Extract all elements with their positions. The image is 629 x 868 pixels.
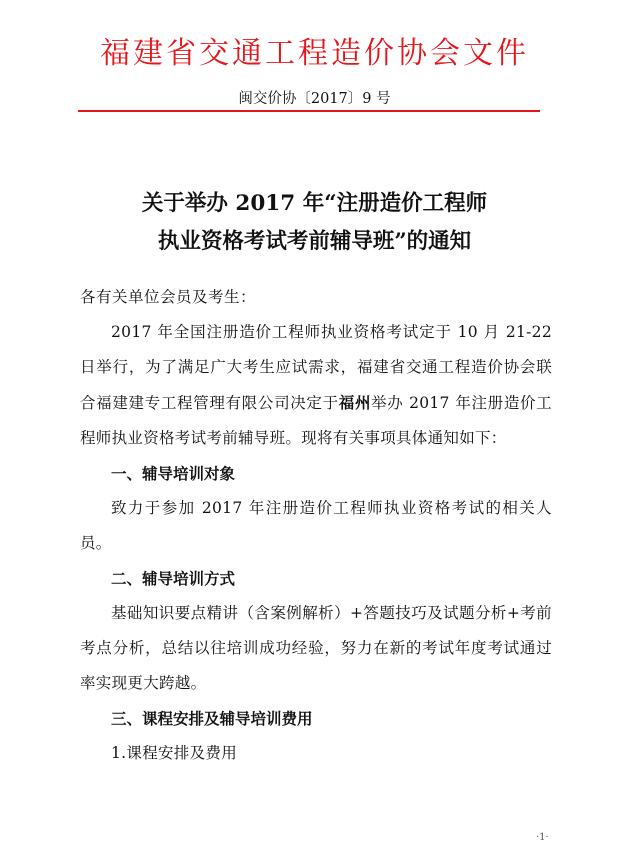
section-3-subitem-1: 1.课程安排及费用 — [111, 744, 237, 762]
document-body — [80, 280, 552, 771]
intro-text-part-2: 举办 2017 年注册造价工程师执业资格考试考前辅导班。现将有关事项具体通知如下： — [80, 394, 552, 447]
section-3-heading: 三、课程安排及辅导培训费用 — [111, 709, 313, 728]
section-2-text: 基础知识要点精讲（含案例解析）+答题技巧及试题分析+考前考点分析，总结以往培训成功经验，努力在新的考试年度考试通过率实现更大跨越。 — [80, 604, 552, 692]
notice-title — [0, 185, 629, 261]
intro-city: 福州 — [338, 393, 372, 412]
header-title: 福建省交通工程造价协会文件 — [100, 36, 529, 71]
red-divider — [78, 110, 540, 112]
section-1-heading: 一、辅导培训对象 — [111, 464, 236, 483]
notice-title-line-1: 关于举办 2017 年“注册造价工程师 — [141, 191, 488, 216]
document-number: 闽交价协〔2017〕9 号 — [238, 91, 391, 107]
addressee: 各有关单位会员及考生： — [80, 288, 257, 306]
section-1-text: 致力于参加 2017 年注册造价工程师执业资格考试的相关人员。 — [80, 499, 552, 552]
page-number-mark: ·1· — [536, 832, 549, 843]
intro-text-part-1: 2017 年全国注册造价工程师执业资格考试定于 10 月 21-22 日举行，为了满足广大考生应试需求，福建省交通工程造价协会联合福建建专工程管理有限公司决定于 — [80, 323, 552, 412]
notice-title-line-2: 执业资格考试考前辅导班”的通知 — [157, 229, 472, 254]
section-2-heading: 二、辅导培训方式 — [111, 569, 236, 588]
intro-paragraph — [80, 315, 552, 456]
